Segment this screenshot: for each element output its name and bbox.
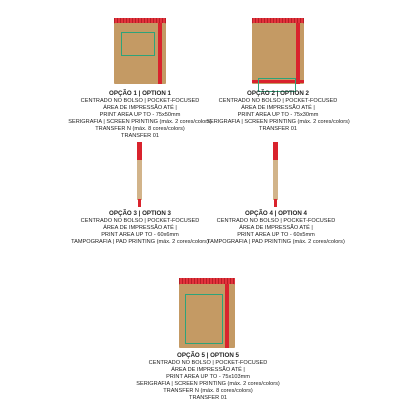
print-area bbox=[185, 294, 223, 344]
caption-option-2 bbox=[178, 90, 378, 133]
option-line: TAMPOGRAFIA | PAD PRINTING (máx. 2 cores/colors) bbox=[207, 239, 345, 245]
option-line: PRINT AREA UP TO - 60x5mm bbox=[237, 232, 315, 238]
pen-loop bbox=[296, 23, 300, 84]
option-line: ÁREA DE IMPRESSÃO ATÉ | bbox=[103, 225, 177, 231]
option-title: OPÇÃO 5 | OPTION 5 bbox=[177, 352, 239, 359]
option-line: CENTRADO NO BOLSO | POCKET-FOCUSED bbox=[148, 360, 268, 366]
pen-loop bbox=[225, 284, 229, 348]
option-line: TRANSFER N (máx. 8 cores/colors) bbox=[95, 126, 185, 132]
option-title: OPÇÃO 2 | OPTION 2 bbox=[247, 90, 309, 97]
option-title: OPÇÃO 4 | OPTION 4 bbox=[245, 210, 307, 217]
option-line: PRINT AREA UP TO - 75x103mm bbox=[166, 374, 250, 380]
pen-clip bbox=[273, 142, 278, 162]
option-line: TRANSFER 01 bbox=[189, 395, 227, 401]
notebook-option-5 bbox=[179, 278, 235, 348]
caption-option-5 bbox=[108, 352, 308, 402]
option-line: PRINT AREA UP TO - 75x50mm bbox=[99, 112, 181, 118]
notebook-option-2 bbox=[252, 18, 304, 84]
option-line: TRANSFER N (máx. 8 cores/colors) bbox=[163, 388, 253, 394]
option-line: CENTRADO NO BOLSO | POCKET-FOCUSED bbox=[218, 98, 338, 104]
option-line: CENTRADO NO BOLSO | POCKET-FOCUSED bbox=[80, 98, 200, 104]
notebook-option-1 bbox=[114, 18, 166, 84]
option-line: SERIGRAFIA | SCREEN PRINTING (máx. 2 cores/colors) bbox=[206, 119, 350, 125]
option-line: CENTRADO NO BOLSO | POCKET-FOCUSED bbox=[216, 218, 336, 224]
option-line: ÁREA DE IMPRESSÃO ATÉ | bbox=[239, 225, 313, 231]
pen-loop bbox=[158, 23, 162, 84]
option-line: ÁREA DE IMPRESSÃO ATÉ | bbox=[103, 105, 177, 111]
option-title: OPÇÃO 1 | OPTION 1 bbox=[109, 90, 171, 97]
option-line: CENTRADO NO BOLSO | POCKET-FOCUSED bbox=[80, 218, 200, 224]
pen-barrel bbox=[137, 160, 142, 200]
caption-option-4 bbox=[176, 210, 376, 246]
option-title: OPÇÃO 3 | OPTION 3 bbox=[109, 210, 171, 217]
pen-tip bbox=[138, 199, 141, 207]
option-line: TRANSFER 01 bbox=[259, 126, 297, 132]
pen-option-3 bbox=[136, 142, 144, 208]
pen-tip bbox=[274, 199, 277, 207]
pen-clip bbox=[137, 142, 142, 162]
option-line: SERIGRAFIA | SCREEN PRINTING (máx. 2 cores/colors) bbox=[68, 119, 212, 125]
option-line: TAMPOGRAFIA | PAD PRINTING (máx. 2 cores/colors) bbox=[71, 239, 209, 245]
option-line: PRINT AREA UP TO - 60x6mm bbox=[101, 232, 179, 238]
print-area bbox=[121, 32, 155, 56]
option-line: ÁREA DE IMPRESSÃO ATÉ | bbox=[241, 105, 315, 111]
option-line: SERIGRAFIA | SCREEN PRINTING (máx. 2 cores/colors) bbox=[136, 381, 280, 387]
pen-option-4 bbox=[272, 142, 280, 208]
option-line: TRANSFER 01 bbox=[121, 133, 159, 139]
pen-barrel bbox=[273, 160, 278, 200]
option-line: ÁREA DE IMPRESSÃO ATÉ | bbox=[171, 367, 245, 373]
option-line: PRINT AREA UP TO - 75x30mm bbox=[237, 112, 319, 118]
